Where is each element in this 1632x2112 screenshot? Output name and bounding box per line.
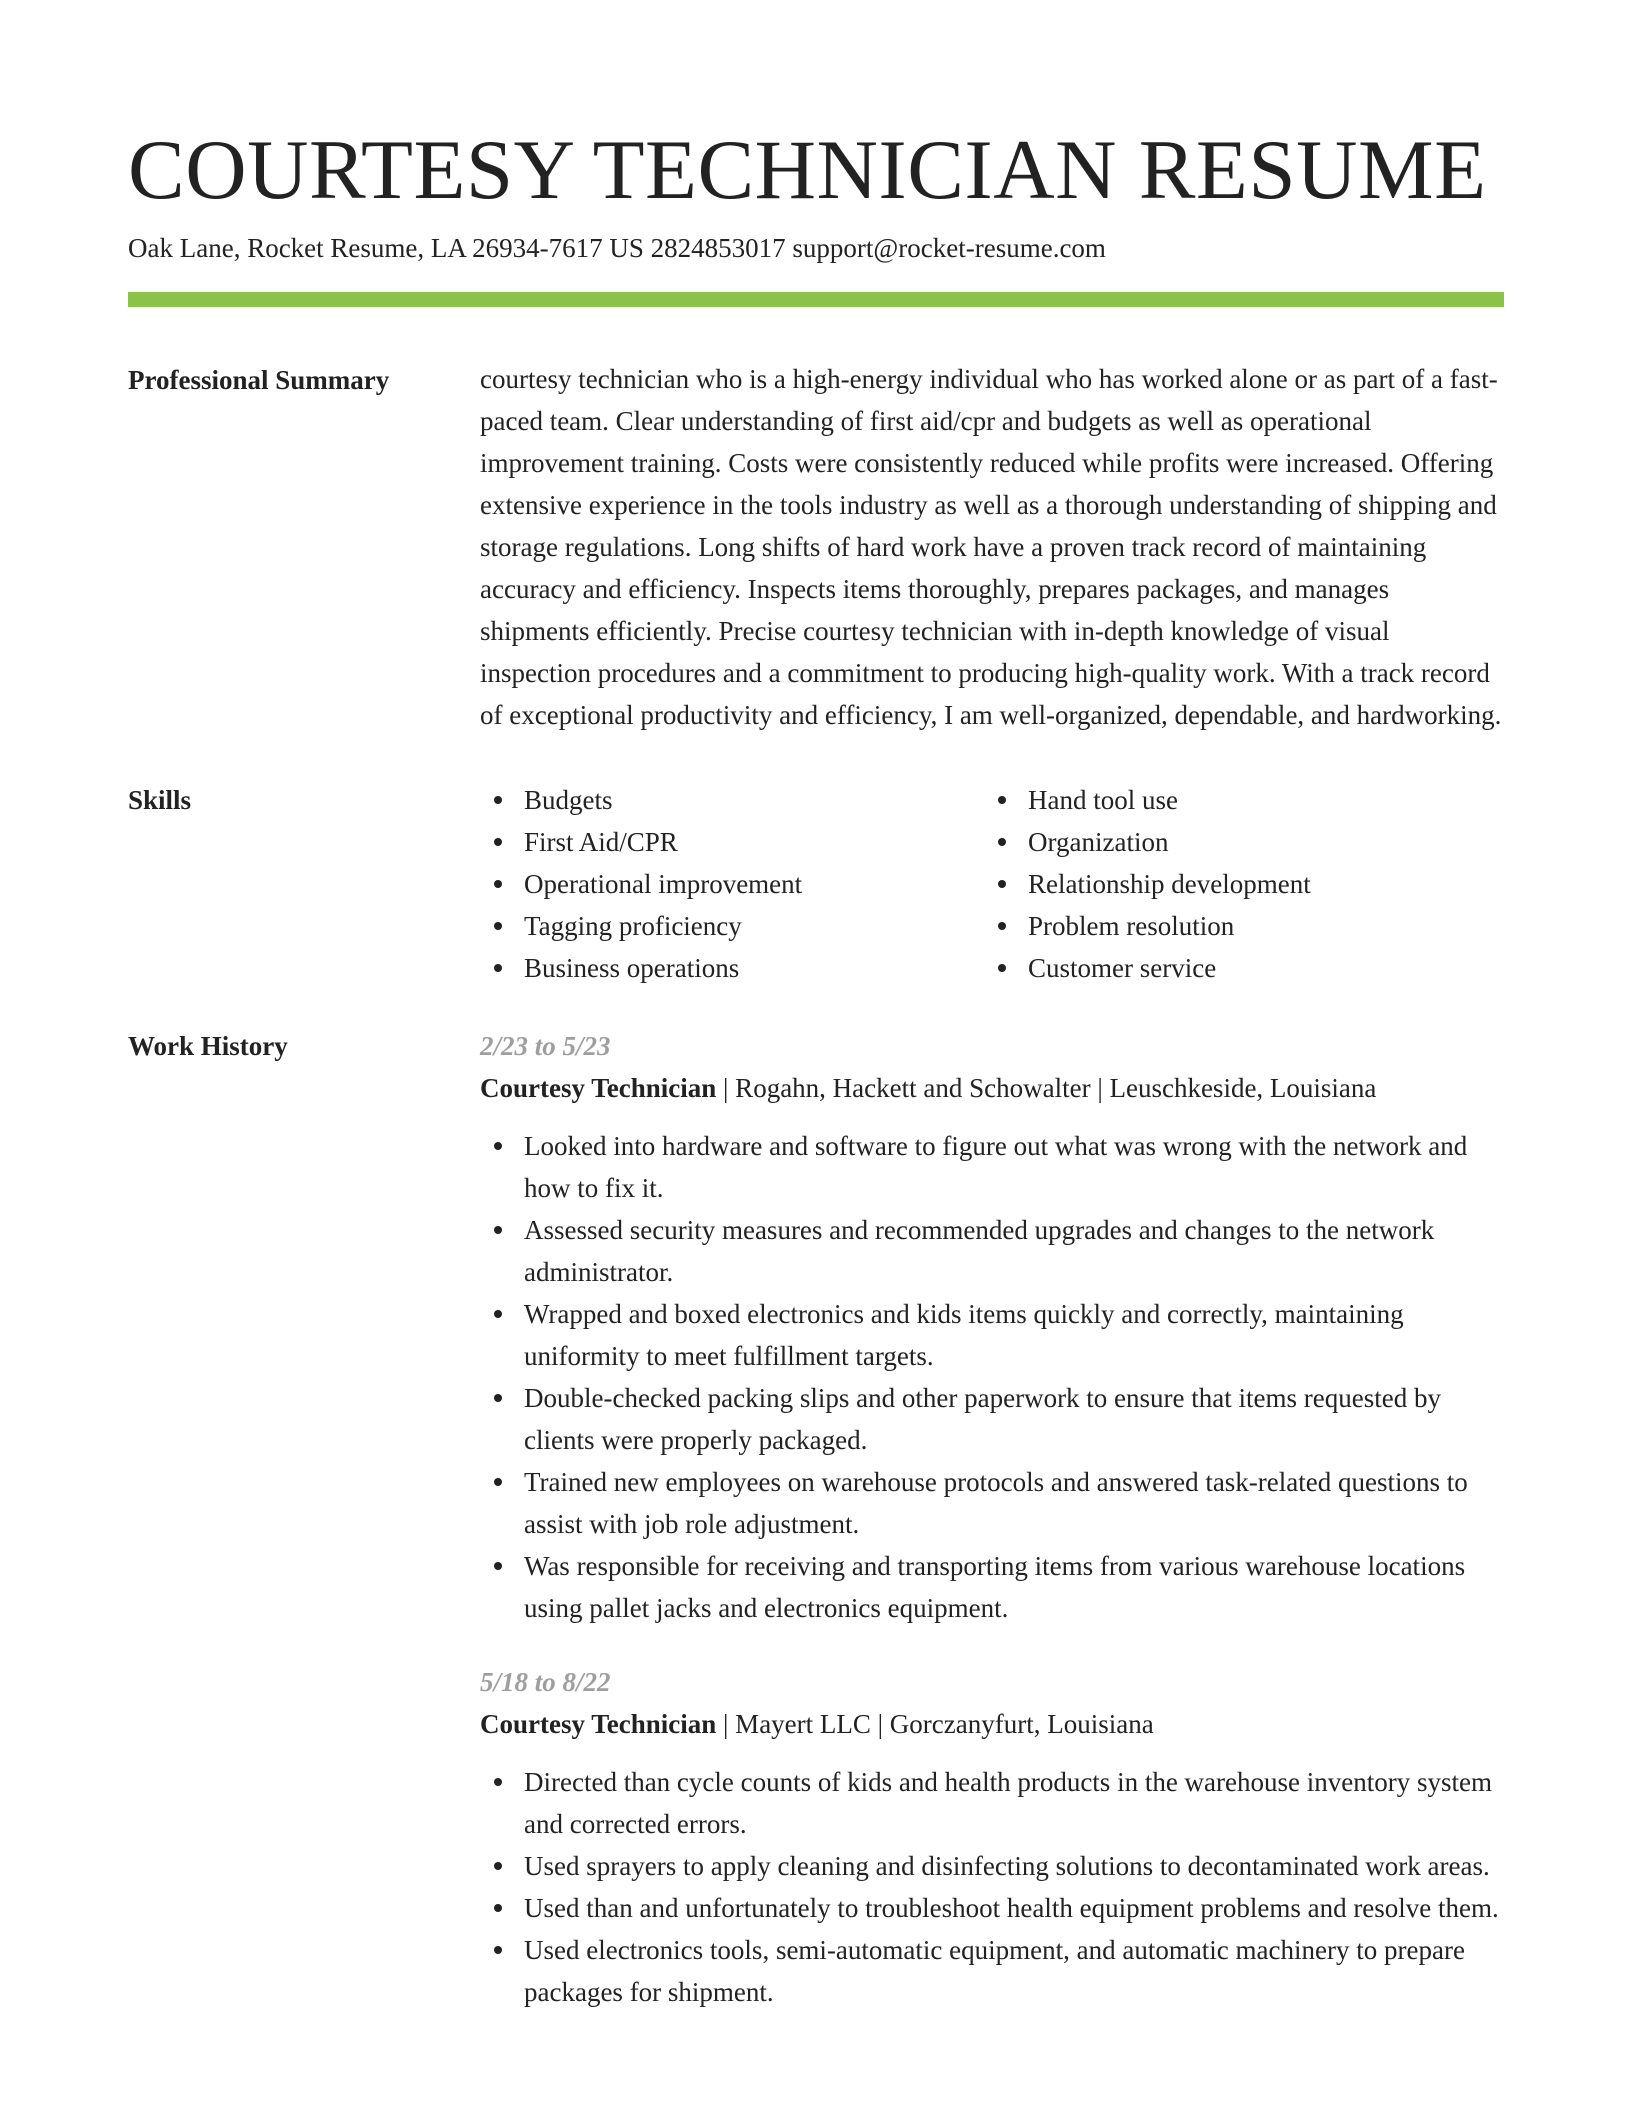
work-history-heading: Work History [128,1031,288,1061]
job-bullet: Looked into hardware and software to figure out what was wrong with the network and how to fix it. [480,1125,1504,1209]
job-dates: 5/18 to 8/22 [480,1667,611,1697]
skills-heading: Skills [128,785,192,815]
job-title: Courtesy Technician [480,1073,717,1103]
job-bullet: Directed than cycle counts of kids and health products in the warehouse inventory system and corrected errors. [480,1761,1504,1845]
summary-heading: Professional Summary [128,365,390,395]
job-header [480,1703,1504,1745]
job-bullet: Trained new employees on warehouse protocols and answered task-related questions to assist with job role adjustment. [480,1461,1504,1545]
job-entry [480,1025,1504,1629]
skill-item: Business operations [480,947,984,989]
work-history-section [128,1025,1504,2013]
skill-item: Operational improvement [480,863,984,905]
job-entry [480,1661,1504,2013]
skill-item: Tagging proficiency [480,905,984,947]
job-bullet: Used electronics tools, semi-automatic equipment, and automatic machinery to prepare packages for shipment. [480,1929,1504,2013]
skill-item: Relationship development [984,863,1488,905]
job-bullet: Used sprayers to apply cleaning and disinfecting solutions to decontaminated work areas. [480,1845,1504,1887]
job-header [480,1067,1504,1109]
job-bullet: Double-checked packing slips and other paperwork to ensure that items requested by clients were properly packaged. [480,1377,1504,1461]
skill-item: First Aid/CPR [480,821,984,863]
summary-section [128,359,1504,736]
job-bullet: Assessed security measures and recommended upgrades and changes to the network administrator. [480,1209,1504,1293]
job-bullet: Used than and unfortunately to troubleshoot health equipment problems and resolve them. [480,1887,1504,1929]
job-details: | Mayert LLC | Gorczanyfurt, Louisiana [716,1709,1154,1739]
job-bullets [480,1125,1504,1629]
skills-section [128,779,1504,989]
skills-column-right [984,779,1488,989]
job-bullets [480,1761,1504,2013]
job-title: Courtesy Technician [480,1709,717,1739]
summary-text: courtesy technician who is a high-energy individual who has worked alone or as part of a fast-paced team. Clear understanding of first aid/cpr and budgets as well as operational improvement training. Costs were consistently reduced while profits were increased. Offering extensive experience in the tools industry as well as a thorough understanding of shipping and storage regulations. Long shifts of hard work have a proven track record of maintaining accuracy and efficiency. Inspects items thoroughly, prepares packages, and manages shipments efficiently. Precise courtesy technician with in-depth knowledge of visual inspection procedures and a commitment to producing high-quality work. With a track record of exceptional productivity and efficiency, I am well-organized, dependable, and hardworking. [480,364,1502,730]
skill-item: Organization [984,821,1488,863]
skills-grid [480,779,1504,989]
skill-item: Customer service [984,947,1488,989]
accent-divider [128,292,1504,307]
resume-page [128,118,1504,2013]
contact-line: Oak Lane, Rocket Resume, LA 26934-7617 US 2824853017 support@rocket-resume.com [128,233,1106,263]
job-dates: 2/23 to 5/23 [480,1031,611,1061]
job-details: | Rogahn, Hackett and Schowalter | Leuschkeside, Louisiana [716,1073,1377,1103]
job-bullet: Wrapped and boxed electronics and kids items quickly and correctly, maintaining uniformity to meet fulfillment targets. [480,1293,1504,1377]
skills-column-left [480,779,984,989]
job-bullet: Was responsible for receiving and transporting items from various warehouse locations using pallet jacks and electronics equipment. [480,1545,1504,1629]
skill-item: Budgets [480,779,984,821]
resume-title: COURTESY TECHNICIAN RESUME [128,123,1487,217]
skill-item: Problem resolution [984,905,1488,947]
skill-item: Hand tool use [984,779,1488,821]
